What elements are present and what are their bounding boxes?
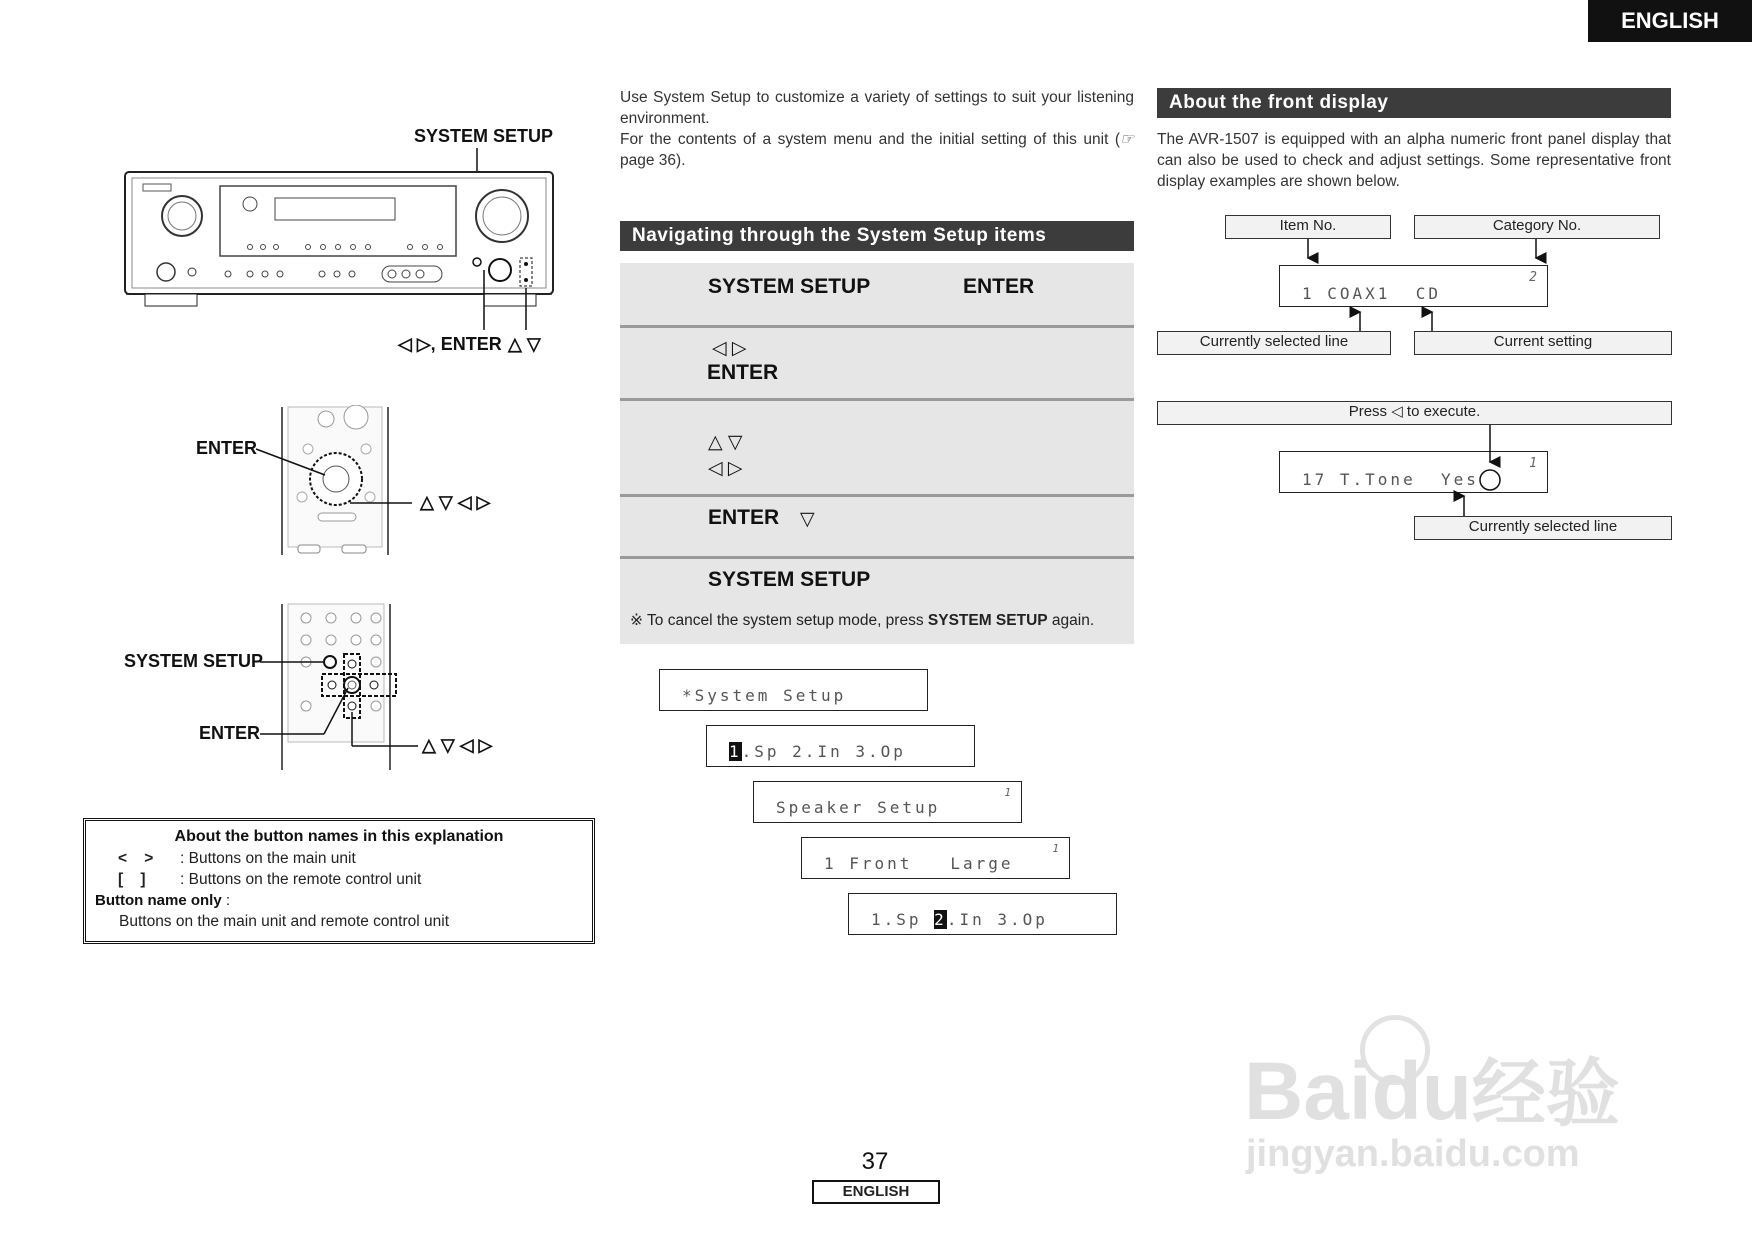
remote-figure-1 bbox=[190, 405, 530, 555]
intro-line2: For the contents of a system menu and the initial setting of this unit (☞ page 36). bbox=[620, 131, 1134, 169]
left-arrow-icon: ◁ bbox=[1391, 403, 1403, 420]
note-row1-symbol: < > bbox=[118, 850, 154, 867]
watermark bbox=[1240, 1015, 1660, 1175]
display-example-5: 1.Sp 2.In 3.Op bbox=[848, 893, 1117, 935]
footer-language: ENGLISH bbox=[812, 1180, 940, 1204]
system-setup-callout: SYSTEM SETUP bbox=[414, 126, 554, 146]
enter-callout-2: ENTER bbox=[199, 723, 261, 743]
item-no-label: Item No. bbox=[1225, 215, 1391, 239]
enter-callout-1: ENTER bbox=[196, 438, 258, 458]
cancel-note: ※ To cancel the system setup mode, press SYSTEM SETUP again. bbox=[630, 612, 1095, 629]
watermark-brand: Bai bbox=[1244, 1046, 1372, 1137]
arrows-enter-callout: ◁ ▷, ENTER bbox=[398, 334, 502, 354]
step-4 bbox=[620, 497, 1134, 559]
note-row3-colon: : bbox=[221, 892, 231, 909]
nav-section-title: Navigating through the System Setup items bbox=[620, 221, 1134, 251]
step3-left-right-icon: ◁ ▷ bbox=[708, 458, 743, 479]
display-example-1: *System Setup bbox=[659, 669, 928, 711]
currently-selected-label-2: Currently selected line bbox=[1414, 516, 1672, 540]
step4-enter: ENTER bbox=[708, 506, 780, 529]
currently-selected-label: Currently selected line bbox=[1157, 331, 1391, 355]
button-names-note bbox=[83, 818, 595, 944]
intro-line1: Use System Setup to customize a variety of settings to suit your listening environment. bbox=[620, 89, 1134, 127]
cursor-block: 2 bbox=[934, 910, 947, 929]
press-to-execute-label: Press ◁ to execute. bbox=[1157, 401, 1672, 425]
note-row2-text: : Buttons on the remote control unit bbox=[180, 871, 422, 888]
step2-left-right-icon: ◁ ▷ bbox=[712, 338, 747, 359]
receiver-figure bbox=[120, 120, 560, 360]
step2-enter: ENTER bbox=[707, 361, 779, 384]
watermark-brand2: du bbox=[1371, 1046, 1472, 1137]
reference-mark-icon: ※ bbox=[630, 612, 643, 629]
display-example-2: 1.Sp 2.In 3.Op bbox=[706, 725, 975, 767]
remote-figure-2 bbox=[120, 602, 520, 770]
front-lcd-1: 1 COAX1 CD 2 bbox=[1279, 265, 1548, 307]
front-display-title: About the front display bbox=[1157, 88, 1671, 118]
display-example-4: 1 Front Large 1 bbox=[801, 837, 1070, 879]
receiver-drawing bbox=[120, 120, 560, 360]
step-1 bbox=[620, 263, 1134, 328]
arrows-all-callout-2: △ ▽ ◁ ▷ bbox=[422, 735, 493, 755]
pointing-hand-icon: ☞ bbox=[1120, 131, 1134, 148]
remote-drawing-1 bbox=[190, 405, 530, 555]
step-2 bbox=[620, 328, 1134, 401]
note-row3-bold: Button name only bbox=[95, 892, 222, 909]
front-display-desc: The AVR-1507 is equipped with an alpha numeric front panel display that can also be used to check and adjust settings. Some representative front display examples are shown below. bbox=[1157, 131, 1671, 190]
step1-system-setup: SYSTEM SETUP bbox=[708, 275, 871, 298]
note-title: About the button names in this explanation bbox=[174, 828, 504, 845]
display-example-3: Speaker Setup 1 bbox=[753, 781, 1022, 823]
arrows-all-callout-1: △ ▽ ◁ ▷ bbox=[420, 492, 491, 512]
cursor-block: 1 bbox=[729, 742, 742, 761]
note-row4-text: Buttons on the main unit and remote control unit bbox=[119, 913, 450, 930]
current-setting-label: Current setting bbox=[1414, 331, 1672, 355]
step1-enter: ENTER bbox=[963, 275, 1035, 298]
front-lcd-2: 17 T.Tone Yes 1 bbox=[1279, 451, 1548, 493]
language-tab: ENGLISH bbox=[1588, 0, 1752, 42]
arrows-ud-callout: △ ▽ bbox=[508, 334, 541, 354]
category-no-label: Category No. bbox=[1414, 215, 1660, 239]
step-3 bbox=[620, 401, 1134, 497]
watermark-url: jingyan.baidu.com bbox=[1246, 1133, 1580, 1175]
step4-down-icon: ▽ bbox=[800, 509, 815, 530]
step-5 bbox=[620, 559, 1134, 644]
step5-system-setup: SYSTEM SETUP bbox=[708, 568, 871, 591]
note-row2-symbol: [ ] bbox=[118, 871, 146, 888]
note-row1-text: : Buttons on the main unit bbox=[180, 850, 356, 867]
intro-text bbox=[620, 87, 1134, 171]
page-number: 37 bbox=[861, 1148, 889, 1175]
watermark-cn: 经验 bbox=[1471, 1052, 1620, 1135]
step3-up-down-icon: △ ▽ bbox=[708, 432, 743, 453]
system-setup-callout-2: SYSTEM SETUP bbox=[124, 651, 264, 671]
